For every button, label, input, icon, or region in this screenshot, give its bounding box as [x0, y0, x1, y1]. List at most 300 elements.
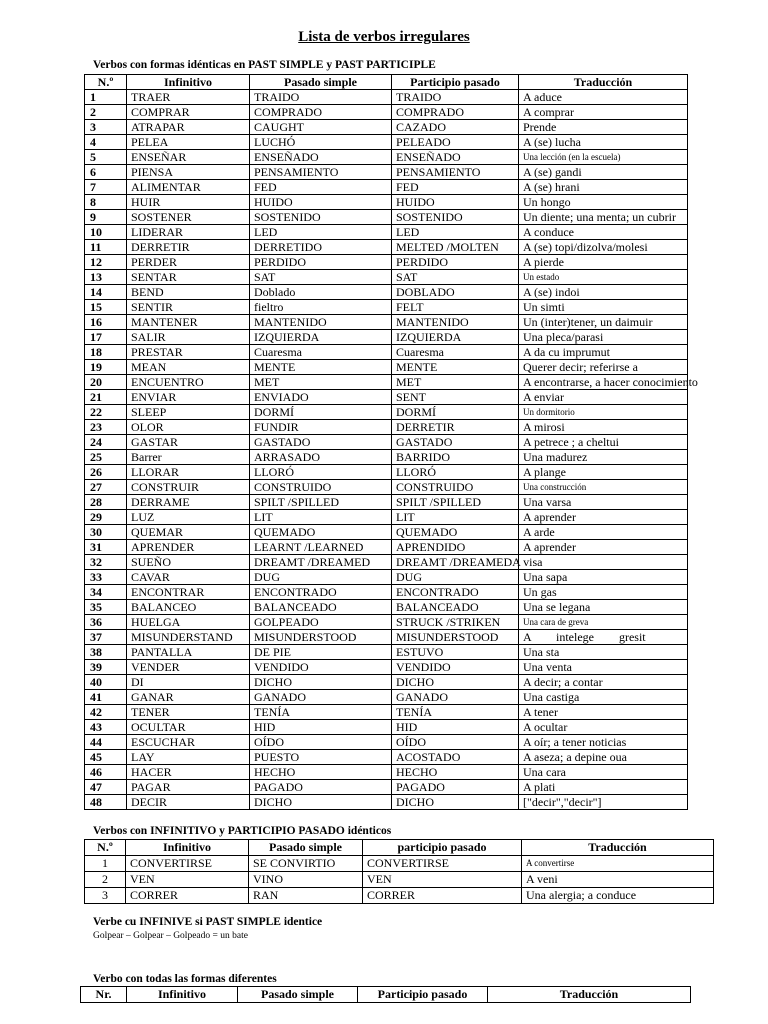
cell-translation: ["decir","decir"]: [519, 795, 688, 810]
cell-infinitive: LUZ: [127, 510, 250, 525]
cell-translation: [519, 555, 688, 570]
table-row: [85, 450, 688, 465]
column-header-infinitive: Infinitivo: [127, 987, 238, 1003]
cell-number: 42: [85, 705, 127, 720]
cell-translation: A petrece ; a cheltui: [519, 435, 688, 450]
cell-translation: A arde: [519, 525, 688, 540]
cell-past-simple: HID: [250, 720, 392, 735]
table-row: [85, 525, 688, 540]
section3-note: Golpear – Golpear – Golpeado = un bate: [93, 931, 248, 941]
cell-past-simple: SAT: [250, 270, 392, 285]
table-row: [85, 120, 688, 135]
cell-past-simple: OÍDO: [250, 735, 392, 750]
cell-number: 38: [85, 645, 127, 660]
cell-number: 47: [85, 780, 127, 795]
cell-number: 43: [85, 720, 127, 735]
cell-infinitive: ALIMENTAR: [127, 180, 250, 195]
cell-translation: A oír; a tener noticias: [519, 735, 688, 750]
table-row: [85, 285, 688, 300]
cell-past-simple: SOSTENIDO: [250, 210, 392, 225]
cell-past-participle: ENCONTRADO: [392, 585, 519, 600]
cell-past-participle: QUEMADO: [392, 525, 519, 540]
cell-past-participle: GANADO: [392, 690, 519, 705]
cell-number: 26: [85, 465, 127, 480]
table-row: [85, 360, 688, 375]
cell-infinitive: DERRETIR: [127, 240, 250, 255]
column-header-past-participle: Participio pasado: [358, 987, 488, 1003]
cell-past-participle: Cuaresma: [392, 345, 519, 360]
column-header-number: N.º: [85, 75, 127, 90]
cell-past-participle: VENDIDO: [392, 660, 519, 675]
cell-number: 25: [85, 450, 127, 465]
cell-number: 18: [85, 345, 127, 360]
cell-past-participle: SPILT /SPILLED: [392, 495, 519, 510]
cell-number: 12: [85, 255, 127, 270]
cell-number: 14: [85, 285, 127, 300]
table-row: [85, 750, 688, 765]
cell-infinitive: CAVAR: [127, 570, 250, 585]
cell-number: 40: [85, 675, 127, 690]
cell-translation: Una construcción: [519, 480, 688, 495]
column-header-past-simple: Pasado simple: [249, 840, 363, 856]
table-row: [85, 660, 688, 675]
cell-past-simple: HUIDO: [250, 195, 392, 210]
cell-translation: A da cu imprumut: [519, 345, 688, 360]
table-row: [85, 435, 688, 450]
cell-infinitive: HACER: [127, 765, 250, 780]
table-row: [85, 255, 688, 270]
cell-past-participle: FED: [392, 180, 519, 195]
cell-number: 6: [85, 165, 127, 180]
cell-number: 28: [85, 495, 127, 510]
cell-past-simple: QUEMADO: [250, 525, 392, 540]
cell-past-participle: PELEADO: [392, 135, 519, 150]
table-row: [85, 390, 688, 405]
table-row: [85, 90, 688, 105]
table-row: [85, 480, 688, 495]
cell-past-participle: MENTE: [392, 360, 519, 375]
cell-infinitive: OLOR: [127, 420, 250, 435]
cell-past-participle: LED: [392, 225, 519, 240]
section4-heading: Verbo con todas las formas diferentes: [93, 973, 277, 985]
cell-translation: Una alergia; a conduce: [522, 888, 714, 904]
table-row: [85, 615, 688, 630]
cell-past-participle: ENSEÑADO: [392, 150, 519, 165]
cell-infinitive: CONSTRUIR: [127, 480, 250, 495]
table-row: [85, 675, 688, 690]
cell-past-participle: BALANCEADO: [392, 600, 519, 615]
cell-past-simple: IZQUIERDA: [250, 330, 392, 345]
table-row: [85, 405, 688, 420]
column-header-number: Nr.: [81, 987, 127, 1003]
cell-number: 46: [85, 765, 127, 780]
cell-translation: Un diente; una menta; un cubrir: [519, 210, 688, 225]
cell-number: 7: [85, 180, 127, 195]
cell-past-participle: IZQUIERDA: [392, 330, 519, 345]
cell-translation: A plange: [519, 465, 688, 480]
cell-number: 45: [85, 750, 127, 765]
cell-past-simple: ENCONTRADO: [250, 585, 392, 600]
cell-translation: Un (inter)tener, un daimuir: [519, 315, 688, 330]
cell-past-participle: PAGADO: [392, 780, 519, 795]
cell-past-participle: GASTADO: [392, 435, 519, 450]
column-header-translation: Traducción: [519, 75, 688, 90]
cell-translation: A (se) gandi: [519, 165, 688, 180]
cell-infinitive: SUEÑO: [127, 555, 250, 570]
cell-past-simple: Cuaresma: [250, 345, 392, 360]
cell-infinitive: ENSEÑAR: [127, 150, 250, 165]
cell-past-simple: ARRASADO: [250, 450, 392, 465]
cell-infinitive: TRAER: [127, 90, 250, 105]
table-row: [85, 888, 714, 904]
table-row: [85, 225, 688, 240]
cell-translation: Una sapa: [519, 570, 688, 585]
cell-past-participle: DORMÍ: [392, 405, 519, 420]
cell-past-simple: MISUNDERSTOOD: [250, 630, 392, 645]
cell-past-participle: FELT: [392, 300, 519, 315]
cell-infinitive: DECIR: [127, 795, 250, 810]
cell-past-simple: ENSEÑADO: [250, 150, 392, 165]
cell-infinitive: PELEA: [127, 135, 250, 150]
cell-infinitive: MISUNDERSTAND: [127, 630, 250, 645]
cell-past-simple: BALANCEADO: [250, 600, 392, 615]
cell-number: 27: [85, 480, 127, 495]
table-row: [85, 720, 688, 735]
cell-past-simple: LLORÓ: [250, 465, 392, 480]
cell-translation: Un gas: [519, 585, 688, 600]
cell-past-participle: SOSTENIDO: [392, 210, 519, 225]
table-row: [85, 585, 688, 600]
cell-infinitive: PRESTAR: [127, 345, 250, 360]
table-row: [85, 420, 688, 435]
cell-number: 48: [85, 795, 127, 810]
cell-infinitive: PIENSA: [127, 165, 250, 180]
cell-past-simple: ENVIADO: [250, 390, 392, 405]
cell-number: 3: [85, 120, 127, 135]
cell-infinitive: SALIR: [127, 330, 250, 345]
cell-translation: Una castiga: [519, 690, 688, 705]
cell-past-participle: ACOSTADO: [392, 750, 519, 765]
table-row: [85, 270, 688, 285]
cell-past-participle: DUG: [392, 570, 519, 585]
cell-infinitive: BEND: [127, 285, 250, 300]
table-row: [85, 375, 688, 390]
column-header-number: N.º: [85, 840, 126, 856]
table-row: [85, 795, 688, 810]
table-row: [85, 630, 688, 645]
cell-past-simple: SPILT /SPILLED: [250, 495, 392, 510]
cell-infinitive: QUEMAR: [127, 525, 250, 540]
cell-number: 10: [85, 225, 127, 240]
cell-translation: A veni: [522, 872, 714, 888]
section1-heading: Verbos con formas idénticas en PAST SIMPLE y PAST PARTICIPLE: [93, 59, 436, 71]
cell-number: 41: [85, 690, 127, 705]
cell-number: 35: [85, 600, 127, 615]
table-row: [85, 555, 688, 570]
cell-past-participle: HID: [392, 720, 519, 735]
cell-number: 2: [85, 105, 127, 120]
table-row: [85, 872, 714, 888]
cell-infinitive: MANTENER: [127, 315, 250, 330]
identical-infinitive-participle-table: [84, 839, 714, 904]
table-row: [85, 465, 688, 480]
cell-infinitive: PERDER: [127, 255, 250, 270]
cell-translation: A comprar: [519, 105, 688, 120]
cell-number: 4: [85, 135, 127, 150]
irregular-verbs-table: [84, 74, 698, 810]
cell-number: 17: [85, 330, 127, 345]
cell-past-participle: CONVERTIRSE: [363, 856, 522, 872]
cell-translation: Una cara: [519, 765, 688, 780]
cell-number: 1: [85, 856, 126, 872]
cell-translation: Prende: [519, 120, 688, 135]
table-row: [85, 345, 688, 360]
table-row: [85, 645, 688, 660]
table-row: [85, 735, 688, 750]
cell-translation: A (se) hrani: [519, 180, 688, 195]
cell-number: 5: [85, 150, 127, 165]
cell-translation: A plati: [519, 780, 688, 795]
cell-infinitive: Barrer: [127, 450, 250, 465]
cell-translation: A convertirse: [522, 856, 714, 872]
cell-past-participle: SENT: [392, 390, 519, 405]
cell-number: 31: [85, 540, 127, 555]
cell-past-participle: PENSAMIENTO: [392, 165, 519, 180]
cell-number: 9: [85, 210, 127, 225]
cell-past-simple: SE CONVIRTIO: [249, 856, 363, 872]
cell-infinitive: ENCUENTRO: [127, 375, 250, 390]
page-title: Lista de verbos irregulares: [298, 29, 470, 45]
cell-past-participle: DICHO: [392, 675, 519, 690]
cell-translation: Un hongo: [519, 195, 688, 210]
cell-past-simple: GANADO: [250, 690, 392, 705]
cell-past-participle: DICHO: [392, 795, 519, 810]
table-row: [85, 780, 688, 795]
table-row: [85, 600, 688, 615]
cell-translation: A intelege gresit: [519, 630, 688, 645]
table-row: [85, 690, 688, 705]
cell-infinitive: ESCUCHAR: [127, 735, 250, 750]
table-row: [85, 300, 688, 315]
cell-translation: A (se) topi/dizolva/molesi: [519, 240, 688, 255]
table-row: [85, 856, 714, 872]
cell-infinitive: MEAN: [127, 360, 250, 375]
column-header-translation: Traducción: [488, 987, 691, 1003]
cell-past-participle: MISUNDERSTOOD: [392, 630, 519, 645]
cell-translation: Un simti: [519, 300, 688, 315]
table-row: [85, 570, 688, 585]
cell-infinitive: TENER: [127, 705, 250, 720]
cell-past-simple: DREAMT /DREAMED: [250, 555, 392, 570]
cell-translation: A conduce: [519, 225, 688, 240]
cell-number: 1: [85, 90, 127, 105]
cell-translation: Una madurez: [519, 450, 688, 465]
table-row: [85, 540, 688, 555]
cell-translation: A ocultar: [519, 720, 688, 735]
cell-past-participle: STRUCK /STRIKEN: [392, 615, 519, 630]
cell-infinitive: CONVERTIRSE: [126, 856, 249, 872]
cell-translation: A tener: [519, 705, 688, 720]
cell-infinitive: LIDERAR: [127, 225, 250, 240]
cell-number: 16: [85, 315, 127, 330]
table-header-row: [85, 840, 714, 856]
cell-past-simple: HECHO: [250, 765, 392, 780]
cell-translation: A decir; a contar: [519, 675, 688, 690]
cell-infinitive: PAGAR: [127, 780, 250, 795]
cell-translation: Una sta: [519, 645, 688, 660]
cell-number: 36: [85, 615, 127, 630]
cell-infinitive: BALANCEO: [127, 600, 250, 615]
cell-infinitive: DI: [127, 675, 250, 690]
table-header-row: [81, 987, 691, 1003]
cell-past-simple: Doblado: [250, 285, 392, 300]
cell-past-simple: PERDIDO: [250, 255, 392, 270]
cell-infinitive: VEN: [126, 872, 249, 888]
cell-past-simple: LEARNT /LEARNED: [250, 540, 392, 555]
cell-translation: Una pleca/parasi: [519, 330, 688, 345]
cell-past-simple: DE PIE: [250, 645, 392, 660]
cell-infinitive: GASTAR: [127, 435, 250, 450]
cell-infinitive: LLORAR: [127, 465, 250, 480]
table-row: [85, 210, 688, 225]
cell-infinitive: SENTAR: [127, 270, 250, 285]
cell-past-simple: RAN: [249, 888, 363, 904]
cell-past-simple: GASTADO: [250, 435, 392, 450]
table-row: [85, 510, 688, 525]
cell-past-simple: DICHO: [250, 795, 392, 810]
column-header-infinitive: Infinitivo: [126, 840, 249, 856]
cell-past-participle: ESTUVO: [392, 645, 519, 660]
cell-past-participle: DOBLADO: [392, 285, 519, 300]
cell-number: 19: [85, 360, 127, 375]
cell-infinitive: PANTALLA: [127, 645, 250, 660]
cell-number: 23: [85, 420, 127, 435]
table-row: [85, 705, 688, 720]
cell-past-participle: VEN: [363, 872, 522, 888]
cell-infinitive: ENVIAR: [127, 390, 250, 405]
table-row: [85, 165, 688, 180]
cell-past-simple: PUESTO: [250, 750, 392, 765]
cell-number: 32: [85, 555, 127, 570]
cell-past-participle: LIT: [392, 510, 519, 525]
cell-past-simple: MANTENIDO: [250, 315, 392, 330]
cell-past-simple: DICHO: [250, 675, 392, 690]
cell-past-simple: fieltro: [250, 300, 392, 315]
cell-infinitive: SOSTENER: [127, 210, 250, 225]
cell-past-participle: COMPRADO: [392, 105, 519, 120]
cell-past-participle: CORRER: [363, 888, 522, 904]
cell-translation: Un estado: [519, 270, 688, 285]
table-row: [85, 180, 688, 195]
cell-infinitive: OCULTAR: [127, 720, 250, 735]
cell-past-participle: TRAIDO: [392, 90, 519, 105]
cell-translation: A aduce: [519, 90, 688, 105]
cell-translation: A aprender: [519, 540, 688, 555]
cell-number: 24: [85, 435, 127, 450]
table-row: [85, 495, 688, 510]
section2-heading: Verbos con INFINITIVO y PARTICIPIO PASADO idénticos: [93, 825, 392, 837]
cell-number: 21: [85, 390, 127, 405]
table-row: [85, 135, 688, 150]
cell-infinitive: HUIR: [127, 195, 250, 210]
cell-translation: A aprender: [519, 510, 688, 525]
cell-past-simple: PAGADO: [250, 780, 392, 795]
column-header-past-simple: Pasado simple: [250, 75, 392, 90]
cell-infinitive: CORRER: [126, 888, 249, 904]
cell-past-simple: DORMÍ: [250, 405, 392, 420]
cell-translation: A aseza; a depine oua: [519, 750, 688, 765]
section3-heading: Verbe cu INFINIVE si PAST SIMPLE identice: [93, 916, 323, 928]
cell-translation: A (se) indoi: [519, 285, 688, 300]
cell-number: 20: [85, 375, 127, 390]
table-row: [85, 150, 688, 165]
cell-past-simple: MENTE: [250, 360, 392, 375]
cell-past-participle: TENÍA: [392, 705, 519, 720]
cell-translation: Una venta: [519, 660, 688, 675]
cell-number: 34: [85, 585, 127, 600]
cell-past-simple: DUG: [250, 570, 392, 585]
cell-infinitive: DERRAME: [127, 495, 250, 510]
table-header-row: [85, 75, 688, 90]
cell-infinitive: VENDER: [127, 660, 250, 675]
column-header-past-participle: participio pasado: [363, 840, 522, 856]
cell-past-participle: SAT: [392, 270, 519, 285]
cell-infinitive: GANAR: [127, 690, 250, 705]
cell-past-simple: VINO: [249, 872, 363, 888]
cell-translation: Una lección (en la escuela): [519, 150, 688, 165]
cell-number: 29: [85, 510, 127, 525]
cell-number: 33: [85, 570, 127, 585]
cell-number: 15: [85, 300, 127, 315]
all-different-forms-table: [80, 986, 691, 1003]
cell-infinitive: COMPRAR: [127, 105, 250, 120]
cell-translation: A enviar: [519, 390, 688, 405]
cell-past-participle: OÍDO: [392, 735, 519, 750]
cell-number: 3: [85, 888, 126, 904]
cell-translation: A encontrarse, a hacer conocimiento: [519, 375, 688, 390]
cell-translation: Una cara de greva: [519, 615, 688, 630]
column-header-past-simple: Pasado simple: [238, 987, 358, 1003]
cell-past-simple: LIT: [250, 510, 392, 525]
cell-infinitive: SLEEP: [127, 405, 250, 420]
cell-past-simple: FED: [250, 180, 392, 195]
table-row: [85, 765, 688, 780]
cell-infinitive: LAY: [127, 750, 250, 765]
cell-past-simple: TENÍA: [250, 705, 392, 720]
cell-number: 39: [85, 660, 127, 675]
table-row: [85, 105, 688, 120]
cell-past-participle: PERDIDO: [392, 255, 519, 270]
cell-past-participle: BARRIDO: [392, 450, 519, 465]
table-row: [85, 315, 688, 330]
cell-past-participle: APRENDIDO: [392, 540, 519, 555]
cell-past-simple: MET: [250, 375, 392, 390]
cell-infinitive: HUELGA: [127, 615, 250, 630]
cell-translation: A mirosi: [519, 420, 688, 435]
cell-number: 2: [85, 872, 126, 888]
cell-infinitive: ENCONTRAR: [127, 585, 250, 600]
column-header-infinitive: Infinitivo: [127, 75, 250, 90]
cell-number: 13: [85, 270, 127, 285]
cell-past-simple: FUNDIR: [250, 420, 392, 435]
cell-number: 8: [85, 195, 127, 210]
cell-past-participle: MET: [392, 375, 519, 390]
cell-number: 22: [85, 405, 127, 420]
cell-past-simple: CONSTRUIDO: [250, 480, 392, 495]
cell-past-simple: CAUGHT: [250, 120, 392, 135]
cell-past-simple: GOLPEADO: [250, 615, 392, 630]
cell-past-participle: LLORÓ: [392, 465, 519, 480]
